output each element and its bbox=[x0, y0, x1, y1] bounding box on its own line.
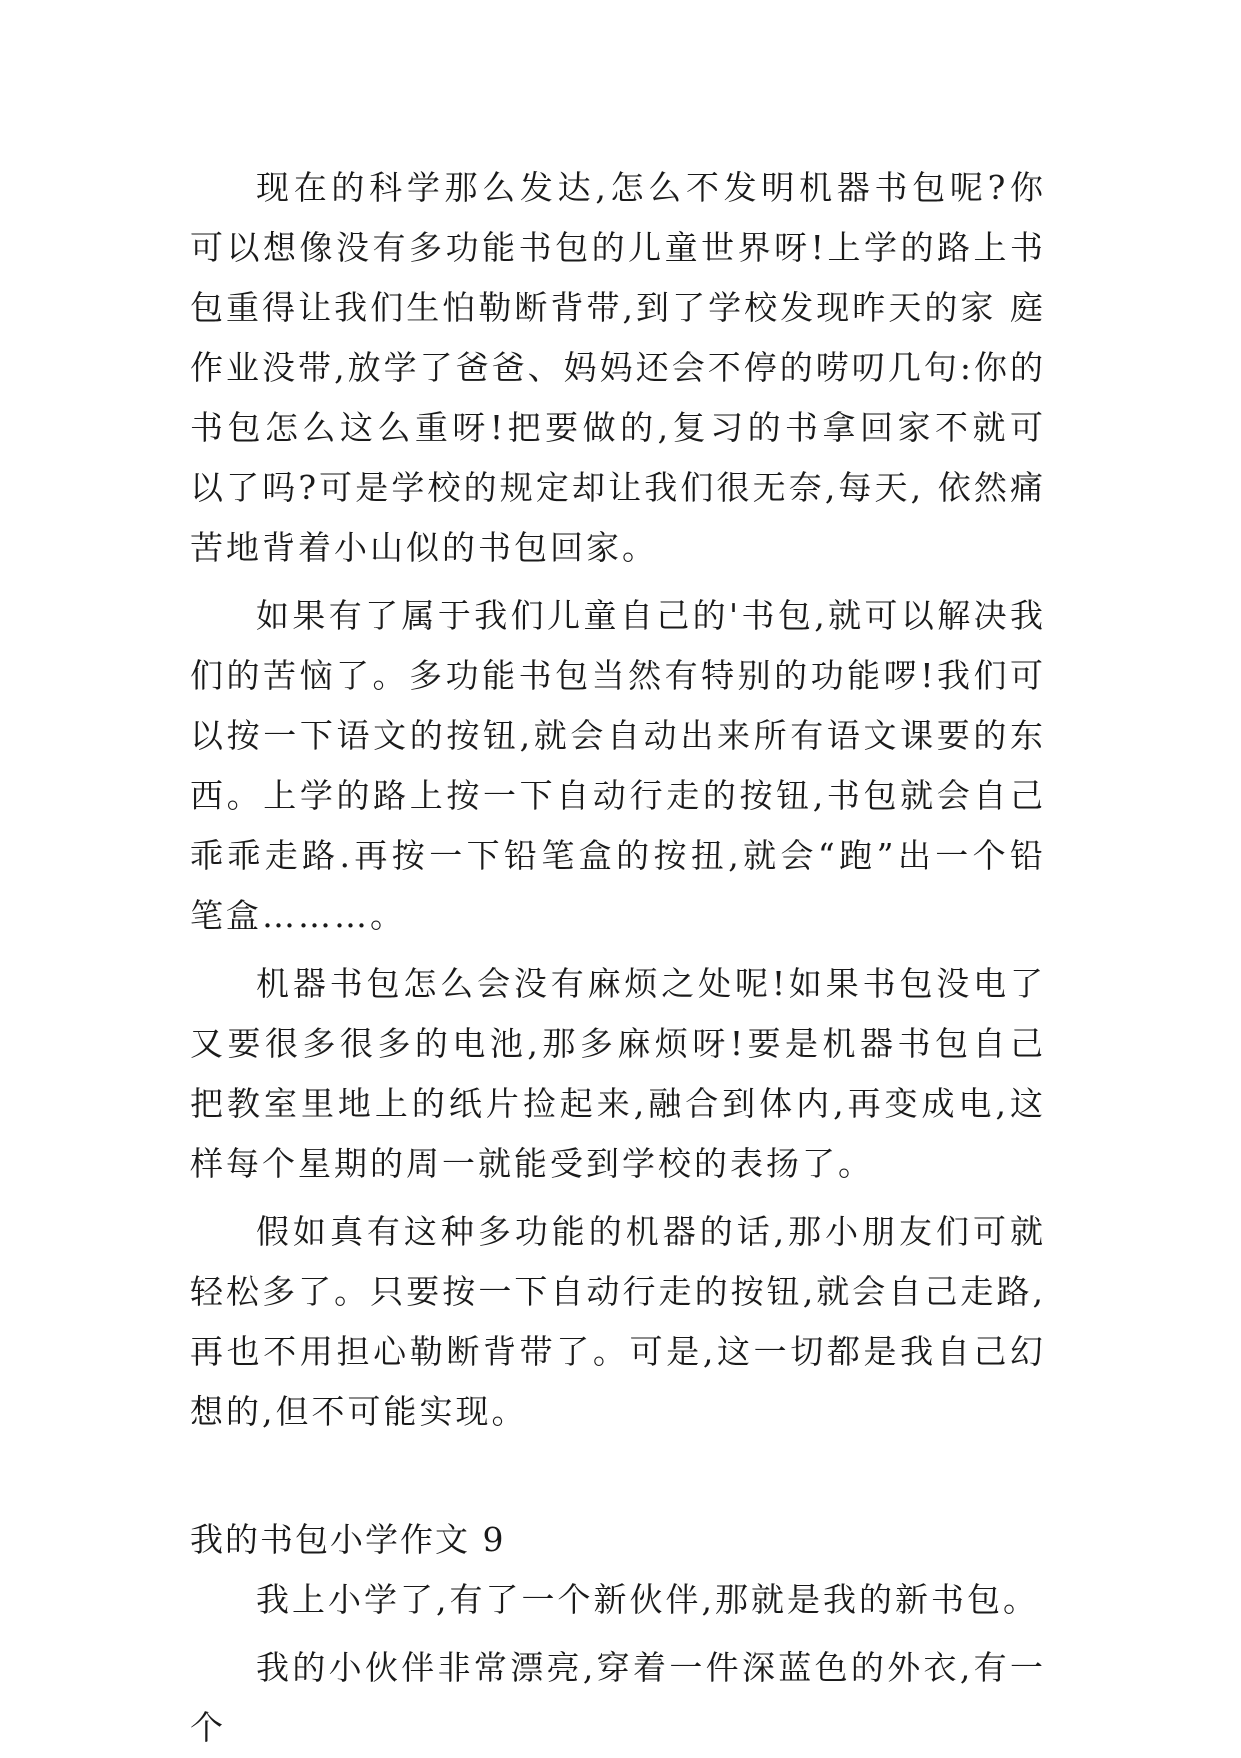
paragraph-2: 如果有了属于我们儿童自己的'书包,就可以解决我们的苦恼了。多功能书包当然有特别的功能啰!我们可以按一下语文的按钮,就会自动出来所有语文课要的东西。上学的路上按一下自动行走的按钮,书包就会自己乖乖走路.再按一下铅笔盒的按扭,就会“跑”出一个铅笔盒………。 bbox=[190, 596, 1046, 935]
paragraph-5: 我上小学了,有了一个新伙伴,那就是我的新书包。 bbox=[256, 1580, 1039, 1619]
section-heading: 我的书包小学作文 9 bbox=[190, 1520, 506, 1559]
paragraph-1: 现在的科学那么发达,怎么不发明机器书包呢?你可以想像没有多功能书包的儿童世界呀!上学的路上书包重得让我们生怕勒断背带,到了学校发现昨天的家 庭作业没带,放学了爸爸、妈妈还会不停的唠叨几句:你的书包怎么这么重呀!把要做的,复习的书拿回家不就可以了吗?可是学校的规定却让我们很无奈,每天, 依然痛苦地背着小山似的书包回家。 bbox=[190, 168, 1046, 567]
paragraph-4: 假如真有这种多功能的机器的话,那小朋友们可就轻松多了。只要按一下自动行走的按钮,就会自己走路,再也不用担心勒断背带了。可是,这一切都是我自己幻想的,但不可能实现。 bbox=[190, 1212, 1046, 1431]
paragraph-6: 我的小伙伴非常漂亮,穿着一件深蓝色的外衣,有一个 bbox=[190, 1648, 1046, 1747]
paragraph-3: 机器书包怎么会没有麻烦之处呢!如果书包没电了又要很多很多的电池,那多麻烦呀!要是机器书包自己把教室里地上的纸片捡起来,融合到体内,再变成电,这样每个星期的周一就能受到学校的表扬了。 bbox=[190, 964, 1046, 1183]
document-body bbox=[190, 158, 1046, 1758]
